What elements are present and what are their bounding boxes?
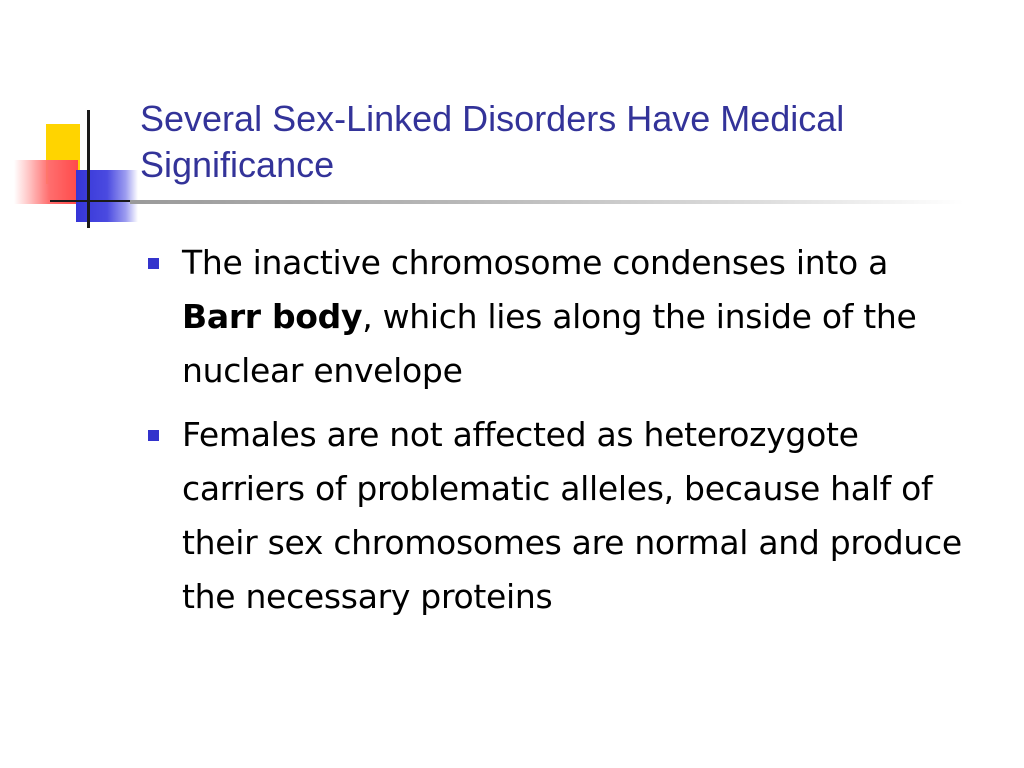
slide-title: Several Sex-Linked Disorders Have Medical Significance [140, 98, 845, 185]
bullet-list [142, 236, 972, 634]
bullet-text: Females are not affected as heterozygote carriers of problematic alleles, because half of their sex chromosomes are normal and produce the necessary proteins [182, 415, 962, 616]
bullet-bold-term: Barr body [182, 297, 363, 336]
bullet-square-icon [148, 430, 159, 441]
bullet-item-barr-body [142, 236, 972, 398]
bullet-square-icon [148, 258, 159, 269]
ornament-horizontal-line [50, 200, 136, 202]
ornament-vertical-line [87, 110, 90, 228]
ornament-blue-bar [76, 170, 138, 222]
corner-ornament [0, 0, 160, 240]
ornament-red-bar [14, 160, 78, 204]
title-underline-rule [130, 200, 964, 204]
bullet-text-end: , which lies along the inside of the nuclear envelope [182, 297, 917, 390]
bullet-item-females [142, 408, 972, 624]
bullet-text-start: The inactive chromosome condenses into a [182, 243, 889, 282]
